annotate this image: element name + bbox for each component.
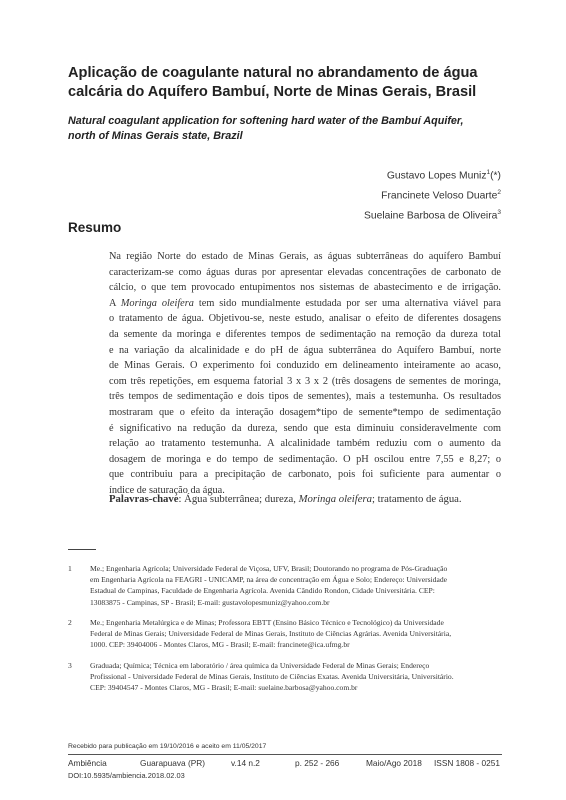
footer-divider	[68, 754, 502, 755]
footnote-number: 2	[68, 618, 72, 627]
abstract-line: o tratamento de água. Objetivou-se, neste estudo, analisar o efeito de diferentes dosagens	[109, 313, 501, 325]
abstract-line: é significativo na redução da dureza, sendo que esta diminuiu consideravelmente com	[109, 422, 501, 434]
keywords-label: Palavras-chave	[109, 493, 179, 505]
abstract-line: de Minas Gerais. O experimento foi conduzido em delineamento inteiramente ao acaso,	[109, 360, 501, 372]
corresponding-mark: (*)	[490, 170, 501, 182]
abstract-line: caracterizam-se como águas duras por apresentar elevadas concentrações de carbonato de	[109, 266, 501, 278]
footer-journal: Ambiência	[68, 758, 107, 768]
keywords-species: Moringa oleifera	[298, 493, 372, 505]
author-name: Suelaine Barbosa de Oliveira	[364, 210, 498, 222]
footer-city: Guarapuava (PR)	[140, 758, 206, 768]
abstract-line: três tempos de sedimentação e dois tipos de sementes), mais a testemunha. Os resultados	[109, 391, 501, 403]
abstract-line: relação ao tratamento testemunha. A alcalinidade também reduziu com o aumento da	[109, 438, 501, 450]
footnote-number: 3	[68, 661, 72, 670]
abstract-line: com três repetições, em esquema fatorial 3 x 3 x 2 (três dosagens de sementes de moringa,	[109, 375, 501, 387]
footer-pages: p. 252 - 266	[295, 758, 340, 768]
section-heading-resumo: Resumo	[68, 220, 122, 235]
author	[364, 205, 501, 225]
footnote-line: 1000. CEP: 39404006 - Montes Claros, MG - Brasil; E-mail: francinete@ica.ufmg.br	[90, 640, 350, 650]
received-date-note: Recebido para publicação em 19/10/2016 e aceito em 11/05/2017	[68, 743, 267, 750]
abstract-line: mostraram que o efeito da interação dosagem*tipo de semente*tempo de sedimentação	[109, 406, 501, 418]
abstract-line: cálcio, o que tem provocado entupimentos nos sistemas de abastecimento e de irrigação.	[109, 282, 501, 294]
title-line: Aplicação de coagulante natural no abrandamento de água	[68, 65, 478, 81]
keywords	[109, 493, 509, 505]
footer-date: Maio/Ago 2018	[366, 758, 422, 768]
footnote-divider	[68, 549, 96, 550]
subtitle-line: Natural coagulant application for softening hard water of the Bambuí Aquifer,	[68, 115, 464, 127]
article-subtitle	[68, 114, 508, 144]
keywords-text: : Água subterrânea; dureza,	[178, 493, 299, 505]
footnote-line: em Engenharia Agrícola na FEAGRI - UNICAMP, na área de concentração em Água e Solo; Endereço: Universidade	[90, 575, 447, 585]
author-affiliation-mark: 1	[486, 169, 491, 176]
footnote-line: Profissional - Universidade Federal de Minas Gerais, Instituto de Ciências Exatas. Avenida Universitária, Universitário.	[90, 672, 454, 682]
footnote-line: CEP: 39404547 - Montes Claros, MG - Brasil; E-mail: suelaine.barbosa@yahoo.com.br	[90, 683, 358, 693]
abstract-line: da semente da moringa e diferentes tempos de sedimentação na remoção da dureza total	[109, 328, 501, 340]
footnote-line: Me.; Engenharia Agrícola; Universidade Federal de Viçosa, UFV, Brasil; Doutorando no programa de Pós-Graduação	[90, 564, 448, 573]
abstract-line: que contribuiu para a precipitação de carbonato, pois foi suficiente para aumentar o	[109, 469, 501, 481]
footnote-line: Federal de Minas Gerais; Universidade Federal de Minas Gerais, Instituto de Ciências Agrárias. Avenida Universitária,	[90, 629, 452, 639]
author-affiliation-mark: 2	[497, 188, 501, 196]
footnote-number: 1	[68, 564, 72, 573]
author-name: Francinete Veloso Duarte	[381, 190, 498, 202]
author	[364, 185, 501, 205]
author-list	[364, 165, 501, 225]
footnote-line: Estadual de Campinas, Faculdade de Engenharia Agrícola. Avenida Cândido Rondon, Cidade Universitária. CEP:	[90, 586, 435, 596]
footer-volume: v.14 n.2	[231, 758, 260, 768]
footnote-line: 13083875 - Campinas, SP - Brasil; E-mail: gustavolopesmuniz@yahoo.com.br	[90, 597, 330, 607]
species-name: Moringa oleifera	[120, 297, 194, 309]
abstract-body	[109, 249, 501, 499]
footnote-line: Graduada; Química; Técnica em laboratório / área química da Universidade Federal de Minas Gerais; Endereço	[90, 661, 430, 670]
abstract-line: e na variação da alcalinidade e do pH de água subterrânea do Aquífero Bambuí, norte	[109, 344, 501, 356]
author-name: Gustavo Lopes Muniz	[386, 170, 487, 182]
author-affiliation-mark: 3	[497, 208, 501, 216]
footer-issn: ISSN 1808 - 0251	[434, 758, 500, 768]
abstract-line: Na região Norte do estado de Minas Gerais, as águas subterrâneas do aquífero Bambuí	[109, 251, 501, 262]
title-line: calcária do Aquífero Bambuí, Norte de Minas Gerais, Brasil	[68, 84, 477, 100]
abstract-line: A Moringa oleifera tem sido mundialmente estudada por ser uma alternativa viável para	[109, 297, 501, 309]
abstract-line: dosagem de moringa e do tempo de sedimentação. O pH oscilou entre 7,55 e 8,27; o	[109, 453, 501, 465]
subtitle-line: north of Minas Gerais state, Brazil	[68, 130, 243, 142]
keywords-text: ; tratamento de água.	[371, 493, 462, 505]
doi: DOI:10.5935/ambiencia.2018.02.03	[68, 771, 185, 780]
article-title	[68, 64, 508, 102]
author	[364, 165, 501, 185]
footnote-line: Me.; Engenharia Metalúrgica e de Minas; Professora EBTT (Ensino Básico Técnico e Tecnológico) da Universidade	[90, 618, 444, 627]
abstract-line: índice de saturação da água.	[109, 484, 225, 496]
